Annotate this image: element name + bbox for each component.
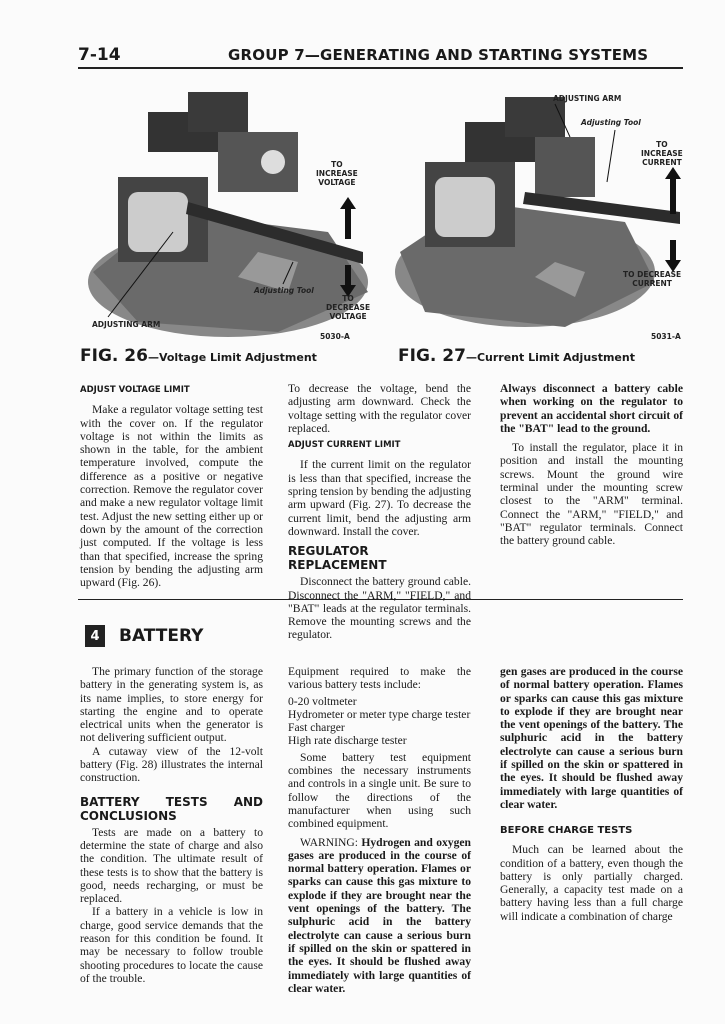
- section-heading-battery: 4 BATTERY: [85, 625, 203, 647]
- battery-column-2: Equipment required to make the various battery tests include: 0-20 voltmeter Hydrometer or meter type charge tester Fast charger High rate discharge tester Some battery test equipment combines the necessary instruments and controls in a single unit. Be sure to follow the directions of the manufacturer when using such combined equipment. WARNING: Hydrogen and oxygen gases are produced in the course of normal battery operation. Flames or sparks can cause this gas mixture to explode if they are brought near the vent openings of the battery. The sulphuric acid in the battery electrolyte can cause a serious burn if spilled on the skin or spattered in the eyes. It should be flushed away immediately with large quantities of clear water.: [288, 665, 471, 995]
- to-decrease-current-label: TO DECREASE CURRENT: [623, 270, 682, 288]
- column-2: To decrease the voltage, bend the adjusting arm downward. Check the voltage setting with the regulator cover replaced. ADJUST CURRENT LIMIT If the current limit on the regulator is less than that specified, increase the spring tension by bending the adjusting arm upward (Fig. 27). To decrease the current limit, bend the adjusting arm downward. Install the cover. REGULATOR REPLACEMENT Disconnect the battery ground cable. Disconnect the "ARM," "FIELD," and "BAT" leads at the regulator terminals. Remove the mounting screws and the regulator.: [288, 382, 471, 642]
- page-number: 7-14: [78, 45, 121, 65]
- figure-27-caption: FIG. 27—Current Limit Adjustment: [398, 346, 635, 366]
- section-number-badge: 4: [85, 625, 105, 647]
- figure-26-voltage-regulator-photo: [78, 82, 371, 342]
- page-header: [78, 45, 683, 69]
- adjusting-arm-label: ADJUSTING ARM: [553, 94, 622, 103]
- column-3: Always disconnect a battery cable when working on the regulator to prevent an accidental short circuit of the "BAT" lead to the ground. To install the regulator, place it in position and install the mounting screws. Mount the ground wire terminal under the mounting screw closest to the "ARM" terminal. Connect the "ARM," "FIELD," and "BAT" regulator terminals. Connect the battery ground cable.: [500, 382, 683, 548]
- figure-code: 5031-A: [651, 332, 681, 341]
- to-increase-voltage-label: TO INCREASE VOLTAGE: [316, 160, 358, 187]
- section-divider: [78, 599, 683, 600]
- warning-label: WARNING:: [300, 835, 358, 849]
- regulator-illustration: [78, 82, 371, 342]
- adjusting-arm-label: ADJUSTING ARM: [92, 320, 161, 329]
- adjusting-tool-label: Adjusting Tool: [581, 118, 641, 127]
- figure-code: 5030-A: [320, 332, 350, 341]
- adjusting-tool-label: Adjusting Tool: [254, 286, 314, 295]
- warning-continued: gen gases are produced in the course of normal battery operation. Flames or sparks can cause this gas mixture to explode if they are brought near the vent openings of the battery. The sulphuric acid in the battery electrolyte can cause a serious burn if spilled on the skin or spattered in the eyes. It should be flushed away immediately with large quantities of clear water.: [500, 665, 683, 811]
- heading-regulator-replacement: REGULATOR REPLACEMENT: [288, 544, 387, 573]
- to-increase-current-label: TO INCREASE CURRENT: [641, 140, 683, 167]
- group-title: GROUP 7—GENERATING AND STARTING SYSTEMS: [228, 46, 649, 64]
- battery-column-3: BEFORE CHARGE TESTS Much can be learned about the condition of a battery, even though the battery is only partially charged. Generally, a capacity test made on a battery having less than a full charge will indicate a combination of charge: [500, 825, 683, 923]
- equipment-list: 0-20 voltmeter Hydrometer or meter type charge tester Fast charger High rate discharge tester: [288, 694, 471, 748]
- heading-adjust-current: ADJUST CURRENT LIMIT: [288, 440, 401, 451]
- figure-27-current-regulator-photo: [395, 82, 685, 342]
- column-1: ADJUST VOLTAGE LIMIT Make a regulator voltage setting test with the cover on. If the regulator voltage is not within the limits as shown in the table, for the ambient temperature involved, compute the difference as a positive or negative correction. Remove the regulator cover and make a new regulator voltage limit test. Adjust the new setting either up or down by the amount of the correction just computed. If the voltage is less than that specified, increase the spring tension by bending the adjusting arm upward (Fig. 26).: [80, 385, 263, 590]
- heading-adjust-voltage: ADJUST VOLTAGE LIMIT: [80, 385, 190, 395]
- figure-26-caption: FIG. 26—Voltage Limit Adjustment: [80, 346, 317, 366]
- battery-column-1: The primary function of the storage battery in the generating system is, as its name implies, to store energy for starting the engine and to operate electrical units when the generator is not delivering sufficient output. A cutaway view of the 12-volt battery (Fig. 28) illustrates the internal construction. BATTERY TESTS AND CONCLUSIONS Tests are made on a battery to determine the state of charge and also the condition. The ultimate result of these tests is to show that the battery is good, needs recharging, or must be replaced. If a battery in a vehicle is low in charge, good service demands that the reason for this condition be found. It may be necessary to follow trouble shooting procedures to locate the cause of the trouble.: [80, 665, 263, 985]
- heading-before-charge-tests: BEFORE CHARGE TESTS: [500, 825, 633, 836]
- regulator-illustration: [395, 82, 685, 342]
- heading-battery-tests: BATTERY TESTS AND CONCLUSIONS: [80, 794, 263, 823]
- to-decrease-voltage-label: TO DECREASE VOLTAGE: [326, 294, 371, 321]
